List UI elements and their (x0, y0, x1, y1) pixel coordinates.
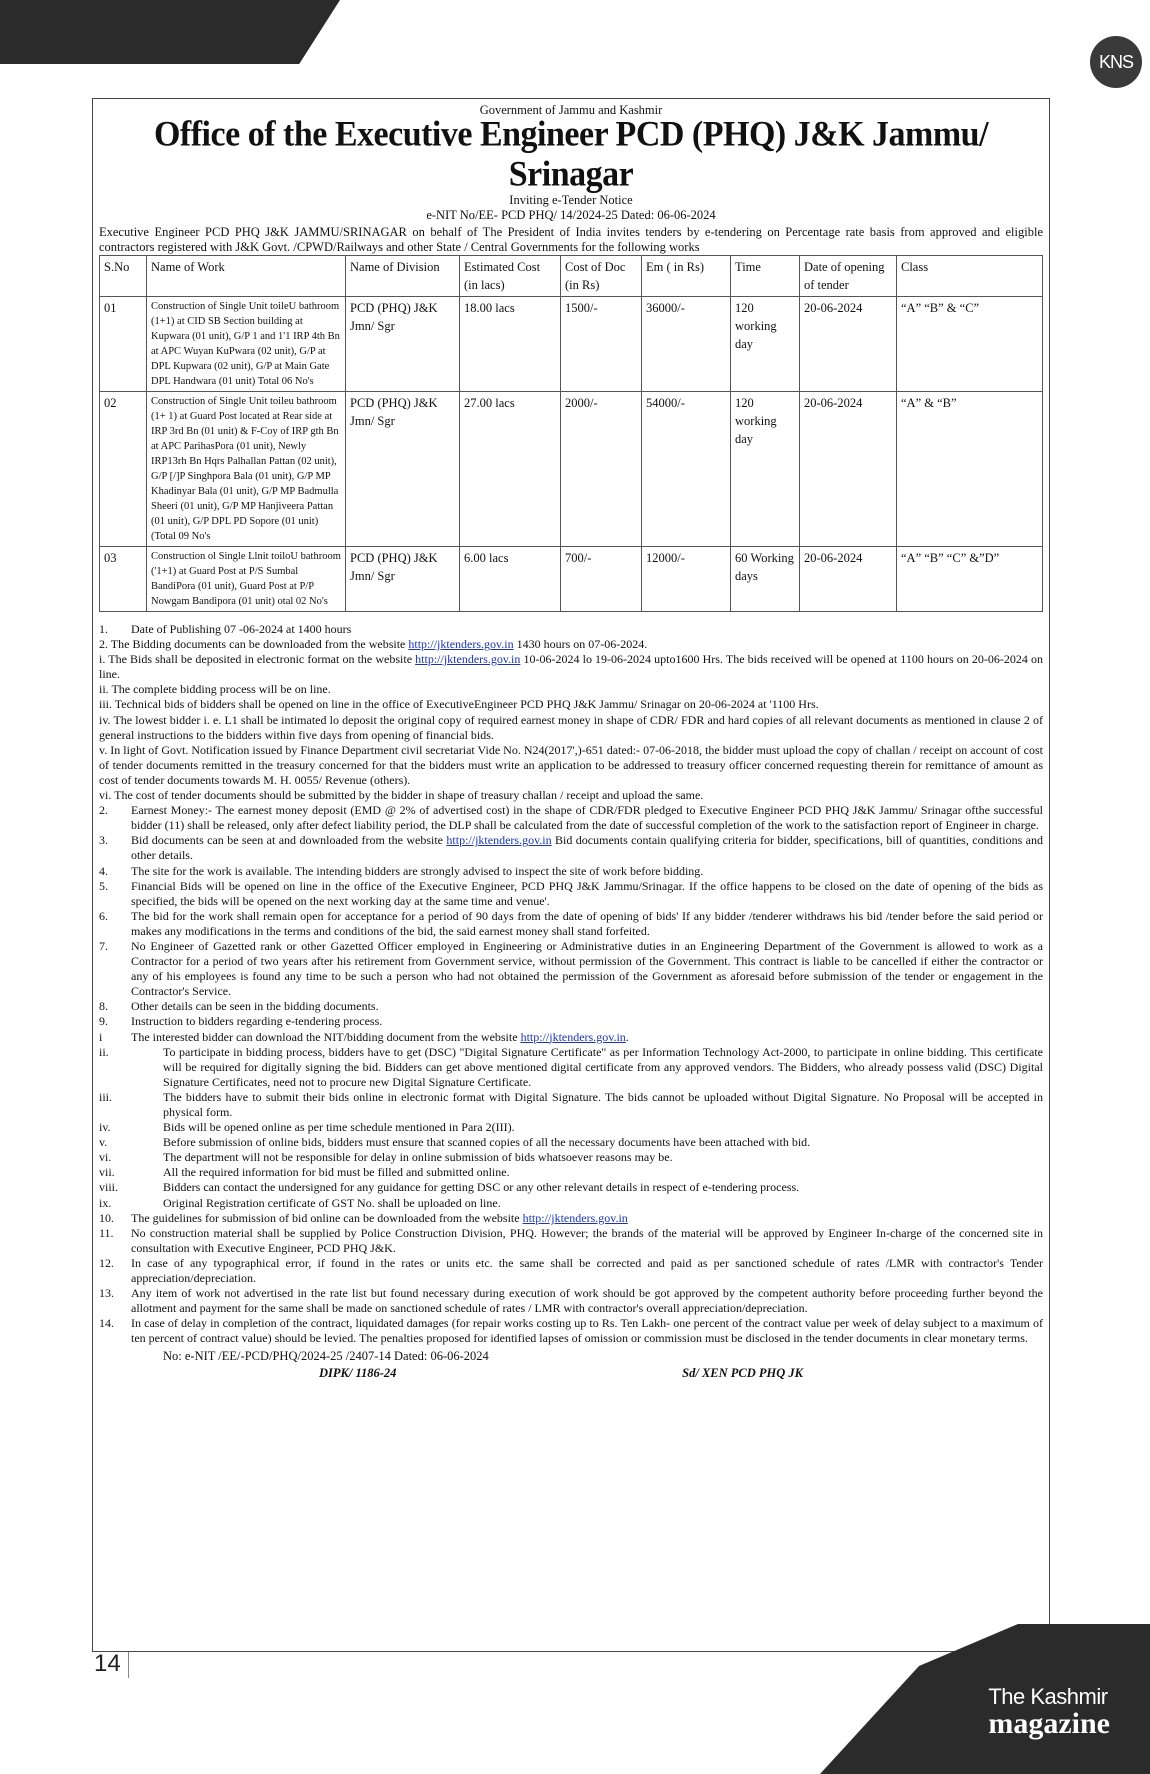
clause-text: Bidders can contact the undersigned for any guidance for getting DSC or any other relevant details in respect of e-tendering process. (163, 1180, 800, 1195)
magazine-logo (988, 1684, 1110, 1738)
page-number: 14 (94, 1650, 121, 1677)
clause-text: vi. The cost of tender documents should be submitted by the bidder in shape of treasury challan / receipt and upload the same. (99, 788, 704, 803)
cell-time: 120 working day (731, 392, 800, 547)
office-title: Office of the Executive Engineer PCD (PHQ) J&K Jammu/ Srinagar (153, 115, 989, 194)
clause-number: ix. (99, 1195, 112, 1210)
clause-item (99, 1256, 1043, 1286)
clause-item (99, 939, 1043, 999)
cell-em: 12000/- (642, 547, 731, 612)
clause-number: 5. (99, 878, 108, 893)
cell-em: 54000/- (642, 392, 731, 547)
clause-item (99, 1211, 1043, 1226)
cell-cost: 6.00 lacs (460, 547, 561, 612)
clause-item (99, 1045, 1043, 1090)
clause-text: In case of delay in completion of the contract, liquidated damages (for repair works costing up to Rs. Ten Lakh- one percent of the contract value per week of delay subject to a maximum of ten percent of contract value) should be levied. The penalties proposed for identified lapses of omission or commission must be disclosed in the tender documents in clear monetary terms. (131, 1316, 1043, 1346)
signature-row (99, 1364, 1043, 1381)
tender-notice (92, 98, 1050, 1652)
clause-text: iii. Technical bids of bidders shall be opened on line in the office of ExecutiveEngineer PCD PHQ J&K Jammu/ Srinagar on 20-06-2024 at '1100 Hrs. (99, 697, 819, 712)
clause-item (99, 1030, 1043, 1045)
col-work: Name of Work (147, 256, 346, 297)
cell-doc: 700/- (561, 547, 642, 612)
col-sno: S.No (100, 256, 147, 297)
cell-date: 20-06-2024 (800, 547, 897, 612)
page-number-divider (128, 1652, 129, 1678)
table-row (100, 297, 1043, 392)
clause-text: Other details can be seen in the bidding documents. (131, 999, 379, 1014)
top-corner-decoration (0, 0, 340, 64)
cell-cost: 27.00 lacs (460, 392, 561, 547)
clause-number: 14. (99, 1316, 114, 1331)
clause-text: Any item of work not advertised in the rate list but found necessary during execution of work should be got approved by the competent authority before proceeding further beyond the allotment and payment for the same shall be made on sanctioned schedule of rates / LMR with contractor's overall appreciation/depreciation. (131, 1286, 1043, 1316)
inviting-line: Inviting e-Tender Notice (509, 193, 633, 207)
clause-text: The department will not be responsible for delay in online submission of bids whatsoever reasons may be. (163, 1150, 673, 1165)
cell-doc: 2000/- (561, 392, 642, 547)
clause-number: 9. (99, 1014, 108, 1029)
clause-item (99, 697, 1043, 712)
clause-number: 8. (99, 999, 108, 1014)
clause-number: 11. (99, 1225, 114, 1240)
clause-number: vii. (99, 1165, 115, 1180)
clause-text: In case of any typographical error, if found in the rates or units etc. the same shall be corrected and paid as per sanctioned schedule of rates /LMR with contractor's Tender appreciation/depreciation. (131, 1255, 1043, 1286)
clause-text: i. The Bids shall be deposited in electronic format on the website http://jktenders.gov.in 10-06-2024 lo 19-06-2024 upto1600 Hrs. The bids received will be opened at 1100 hours on 20-06-2024 on line. (99, 652, 1043, 682)
nit-number-line: e-NIT No/EE- PCD PHQ/ 14/2024-25 Dated: 06-06-2024 (426, 208, 716, 222)
clause-text: The bidders have to submit their bids online in electronic format with Digital Signature. The bids cannot be uploaded without Digital Signature. No Proposal will be accepted in physical form. (163, 1089, 1043, 1119)
clause-item (99, 1226, 1043, 1256)
col-division: Name of Division (346, 256, 460, 297)
clause-text: Financial Bids will be opened on line in the office of the Executive Engineer, PCD PHQ J&K Jammu/Srinagar. If the office happens to be closed on the date of opening of the bids as specified, the bids will be opened on the next working day at the same time and venue'. (131, 878, 1043, 908)
clause-item (99, 1286, 1043, 1316)
clause-item (99, 743, 1043, 788)
clause-text: Instruction to bidders regarding e-tendering process. (131, 1014, 383, 1029)
clause-item (99, 1135, 1043, 1150)
table-header-row (100, 256, 1043, 297)
clause-text: The interested bidder can download the NIT/bidding document from the website http://jktenders.gov.in. (131, 1029, 629, 1044)
clause-item (99, 1180, 1043, 1195)
cell-doc: 1500/- (561, 297, 642, 392)
cell-class: “A” “B” & “C” (897, 297, 1043, 392)
dipk-number: DIPK/ 1186-24 (319, 1365, 397, 1380)
works-table (99, 255, 1043, 612)
clause-number: 7. (99, 938, 108, 953)
nit-footer-line: No: e-NIT /EE/-PCD/PHQ/2024-25 /2407-14 Dated: 06-06-2024 (163, 1348, 489, 1363)
clause-number: ii. (99, 1044, 109, 1059)
cell-time: 60 Working days (731, 547, 800, 612)
clause-text: All the required information for bid must be filled and submitted online. (163, 1165, 510, 1180)
cell-work: Construction of Single Unit toileu bathroom (1+ 1) at Guard Post located at Rear side at IRP 3rd Bn (01 unit) & F-Coy of IRP gth Bn at APC ParihasPora (01 unit), Newly IRP13rh Bn Hqrs Palhallan Pattan (02 unit), G/P [/]P Singhpora Bala (01 unit), G/P MP Khadinyar Bala (01 unit), G/P MP Badmulla Sheeri (01 unit), G/P MP Hanjiveera Pattan (01 unit), G/P DPL PD Sopore (01 unit) (Total 09 No's (147, 392, 346, 547)
cell-date: 20-06-2024 (800, 297, 897, 392)
clauses-list (99, 622, 1043, 1347)
clause-text: Bids will be opened online as per time schedule mentioned in Para 2(III). (163, 1120, 515, 1135)
clause-number: 6. (99, 908, 108, 923)
clause-item (99, 864, 1043, 879)
clause-item (99, 682, 1043, 697)
logo-line-1: The Kashmir (988, 1684, 1108, 1709)
clause-number: 3. (99, 833, 108, 848)
jktenders-link[interactable]: http://jktenders.gov.in (446, 833, 552, 848)
clause-number: vi. (99, 1150, 112, 1165)
cell-sno: 01 (100, 297, 147, 392)
clause-number: 4. (99, 863, 108, 878)
cell-sno: 02 (100, 392, 147, 547)
clause-item (99, 652, 1043, 682)
cell-sno: 03 (100, 547, 147, 612)
clause-text: Bid documents can be seen at and downloaded from the website http://jktenders.gov.in Bid documents contain qualifying criteria for bidder, specifications, bill of quantities, conditions and other details. (131, 833, 1043, 863)
clause-item (99, 1120, 1043, 1135)
clause-item (99, 622, 1043, 637)
logo-line-2: magazine (988, 1707, 1110, 1740)
clause-text: No Engineer of Gazetted rank or other Gazetted Officer employed in Engineering or Administrative duties in an Engineering Department of the Government is allowed to work as a Contractor for a period of two years after his retirement from Government service, without permission of the Government. This contract is liable to be cancelled if either the contractor or any of his employees is found any time to be such a person who had not obtained the permission of the Government as aforesaid before submission of the tender or engagement in the Contractor's Service. (131, 938, 1043, 999)
jktenders-link[interactable]: http://jktenders.gov.in (522, 1210, 628, 1225)
clause-item (99, 879, 1043, 909)
signature: Sd/ XEN PCD PHQ JK (682, 1365, 803, 1380)
clause-text: Date of Publishing 07 -06-2024 at 1400 hours (131, 622, 352, 636)
clause-text: To participate in bidding process, bidders have to get (DSC) "Digital Signature Certificate" as per Information Technology Act-2000, to participate in online bidding. This certificate will be required for digitally signing the bid. Bidders can get above mentioned digital certificate from any approved vendors. The Bidders, who already possess valid (DSC) Digital Signature Certificates, need not to procure new Digital Signature Certificate. (163, 1044, 1043, 1089)
clause-text: Before submission of online bids, bidders must ensure that scanned copies of all the necessary documents have been attached with bid. (163, 1135, 811, 1150)
cell-work: Construction ol Single Llnit toiloU bathroom ('1+1) at Guard Post at P/S Sumbal BandiPora (01 unit), Guard Post at P/P Nowgam Bandipora (01 unit) otal 02 No's (147, 547, 346, 612)
cell-work: Construction of Single Unit toileU bathroom (1+1) at CID SB Section building at Kupwara (01 unit), G/P 1 and 1'1 IRP 4th Bn at APC Wuyan KuPwara (02 unit), G/P at DPL Kupwara (02 unit), G/P at Main Gate DPL Handwara (01 unit) Total 06 No's (147, 297, 346, 392)
clause-text: The site for the work is available. The intending bidders are strongly advised to inspect the site of work before bidding. (131, 863, 704, 878)
clause-text: iv. The lowest bidder i. e. L1 shall be intimated lo deposit the original copy of required earnest money in shape of CDR/ FDR and hard copies of all relevant documents as mentioned in clause 2 of general instructions to the bidders within five days from opening of financial bids. (99, 712, 1043, 742)
clause-item (99, 1014, 1043, 1029)
clause-number: viii. (99, 1180, 119, 1195)
clause-text: v. In light of Govt. Notification issued by Finance Department civil secretariat Vide No. N24(2017',)-651 dated:- 07-06-2018, the bidder must upload the copy of challan / receipt on account of cost of tender documents remitted in the treasury concerned for that the bidders must write an application to be addressed to treasury officer concerned requesting therein for remittance of amount as cost of tender documents towards M. H. 0055/ Revenue (others). (99, 742, 1043, 787)
clause-item (99, 1090, 1043, 1120)
col-cost: Estimated Cost (in lacs) (460, 256, 561, 297)
clause-item (99, 1165, 1043, 1180)
col-class: Class (897, 256, 1043, 297)
government-heading: Government of Jammu and Kashmir (479, 103, 663, 117)
kns-logo-badge: KNS (1090, 36, 1142, 88)
cell-division: PCD (PHQ) J&K Jmn/ Sgr (346, 392, 460, 547)
clause-item (99, 713, 1043, 743)
table-row (100, 547, 1043, 612)
clause-number: v. (99, 1135, 108, 1150)
clause-text: Earnest Money:- The earnest money deposit (EMD @ 2% of advertised cost) in the shape of CDR/FDR pledged to Executive Engineer PCD PHQ J&K Jammu/ Srinagar ofthe successful bidder (11) shall be released, only after defect liability period, the DLP shall be calculated from the date of successful completion of the work to the satisfaction report of Engineer in charge. (131, 803, 1043, 833)
clause-item (99, 637, 1043, 652)
clause-text: The bid for the work shall remain open for acceptance for a period of 90 days from the date of opening of bids' If any bidder /tenderer withdraws his bid /tender before the said period or makes any modifications in the terms and conditions of the bid, the said earnest money shall stand forfeited. (131, 908, 1043, 938)
cell-em: 36000/- (642, 297, 731, 392)
clause-number: 13. (99, 1286, 114, 1301)
clause-item (99, 788, 1043, 803)
cell-division: PCD (PHQ) J&K Jmn/ Sgr (346, 297, 460, 392)
clause-text: Original Registration certificate of GST No. shall be uploaded on line. (163, 1195, 501, 1210)
cell-division: PCD (PHQ) J&K Jmn/ Sgr (346, 547, 460, 612)
cell-time: 120 working day (731, 297, 800, 392)
clause-item (99, 803, 1043, 833)
cell-date: 20-06-2024 (800, 392, 897, 547)
cell-class: “A” “B” “C” &”D” (897, 547, 1043, 612)
clause-number: 2. (99, 803, 108, 818)
clause-number: i (99, 1029, 103, 1044)
clause-item (99, 909, 1043, 939)
clause-number: 12. (99, 1255, 114, 1270)
col-em: Em ( in Rs) (642, 256, 731, 297)
col-time: Time (731, 256, 800, 297)
clause-item (99, 1150, 1043, 1165)
jktenders-link[interactable]: http://jktenders.gov.in (408, 637, 514, 652)
clause-number: 10. (99, 1210, 114, 1225)
clause-text: 2. The Bidding documents can be downloaded from the website http://jktenders.gov.in 1430 hours on 07-06-2024. (99, 637, 648, 652)
table-row (100, 392, 1043, 547)
cell-class: “A” & “B” (897, 392, 1043, 547)
clause-text: ii. The complete bidding process will be on line. (99, 682, 331, 697)
cell-cost: 18.00 lacs (460, 297, 561, 392)
col-date: Date of opening of tender (800, 256, 897, 297)
clause-text: No construction material shall be supplied by Police Construction Division, PHQ. However; the brands of the material will be approved by Engineer In-charge of the concerned site in consultation with Executive Engineer, PCD PHQ J&K. (131, 1225, 1043, 1255)
clause-item (99, 833, 1043, 863)
intro-paragraph: Executive Engineer PCD PHQ J&K JAMMU/SRINAGAR on behalf of The President of India invites tenders by e-tendering on Percentage rate basis from approved and eligible contractors registered with J&K Govt. /CPWD/Railways and other State / Central Governments for the following works (99, 225, 1043, 254)
clause-item (99, 1316, 1043, 1346)
clause-item (99, 999, 1043, 1014)
jktenders-link[interactable]: http://jktenders.gov.in (520, 1029, 626, 1044)
clause-number: iii. (99, 1089, 113, 1104)
jktenders-link[interactable]: http://jktenders.gov.in (415, 652, 521, 667)
clause-text: The guidelines for submission of bid online can be downloaded from the website http://jktenders.gov.in (131, 1210, 628, 1225)
clause-number: iv. (99, 1120, 111, 1135)
clause-number: 1. (99, 622, 108, 636)
col-doc: Cost of Doc (in Rs) (561, 256, 642, 297)
clause-item (99, 1196, 1043, 1211)
